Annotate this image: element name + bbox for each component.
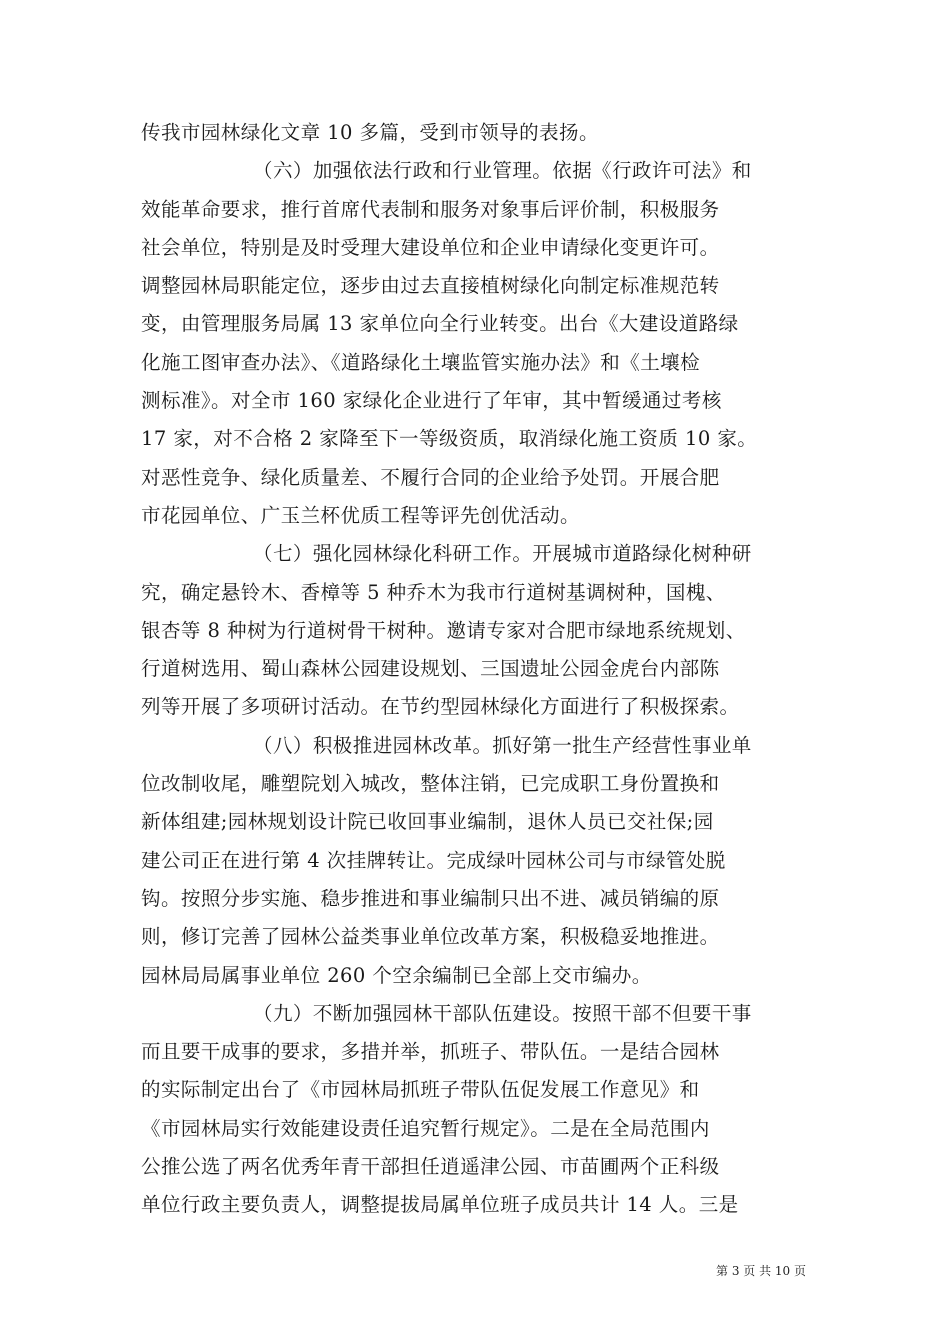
text-line: 化施工图审查办法》、《道路绿化土壤监管实施办法》和《土壤检 [141,350,701,374]
text-line: 变，由管理服务局属 13 家单位向全行业转变。出台《大建设道路绿 [141,312,739,336]
text-line: 测标准》。对全市 160 家绿化企业进行了年审，其中暂缓通过考核 [141,389,722,413]
body-text [141,114,821,1225]
text-line: 对恶性竞争、绿化质量差、不履行合同的企业给予处罚。开展合肥 [141,465,720,489]
text-line: 调整园林局职能定位，逐步由过去直接植树绿化向制定标准规范转 [141,274,720,298]
text-line: 新体组建;园林规划设计院已收回事业编制，退休人员已交社保;园 [141,810,714,834]
text-line: 究，确定悬铃木、香樟等 5 种乔木为我市行道树基调树种，国槐、 [141,580,726,604]
text-line: 银杏等 8 种树为行道树骨干树种。邀请专家对合肥市绿地系统规划、 [141,618,746,642]
text-line: 钩。按照分步实施、稳步推进和事业编制只出不进、减员销编的原 [141,886,720,910]
text-line: 市花园单位、广玉兰杯优质工程等评先创优活动。 [141,503,580,527]
text-line: 单位行政主要负责人，调整提拔局属单位班子成员共计 14 人。三是 [141,1193,739,1217]
text-line: 园林局局属事业单位 260 个空余编制已全部上交市编办。 [141,963,652,987]
text-line: 而且要干成事的要求，多措并举，抓班子、带队伍。一是结合园林 [141,1040,720,1064]
paragraph-first-line: （八）积极推进园林改革。抓好第一批生产经营性事业单 [253,733,752,757]
text-line: 《市园林局实行效能建设责任追究暂行规定》。二是在全局范围内 [141,1116,710,1140]
text-line: 则，修订完善了园林公益类事业单位改革方案，积极稳妥地推进。 [141,925,720,949]
paragraph-first-line: （七）强化园林绿化科研工作。开展城市道路绿化树种研 [253,542,752,566]
text-line: 传我市园林绿化文章 10 多篇，受到市领导的表扬。 [141,121,599,144]
text-line: 位改制收尾，雕塑院划入城改，整体注销，已完成职工身份置换和 [141,772,720,796]
text-line: 行道树选用、蜀山森林公园建设规划、三国遗址公园金虎台内部陈 [141,657,720,681]
page-number: 第 3 页 共 10 页 [716,1264,806,1278]
text-line: 17 家，对不合格 2 家降至下一等级资质，取消绿化施工资质 10 家。 [141,427,758,451]
text-line: 列等开展了多项研讨活动。在节约型园林绿化方面进行了积极探索。 [141,695,740,719]
text-line: 的实际制定出台了《市园林局抓班子带队伍促发展工作意见》和 [141,1078,700,1102]
text-line: 效能革命要求，推行首席代表制和服务对象事后评价制，积极服务 [141,197,720,221]
text-line: 社会单位，特别是及时受理大建设单位和企业申请绿化变更许可。 [141,235,720,259]
text-line: 公推公选了两名优秀年青干部担任逍遥津公园、市苗圃两个正科级 [141,1155,720,1179]
paragraph-first-line: （六）加强依法行政和行业管理。依据《行政许可法》和 [253,159,752,183]
text-line: 建公司正在进行第 4 次挂牌转让。完成绿叶园林公司与市绿管处脱 [141,848,726,872]
paragraph-first-line: （九）不断加强园林干部队伍建设。按照干部不但要干事 [253,1001,752,1025]
